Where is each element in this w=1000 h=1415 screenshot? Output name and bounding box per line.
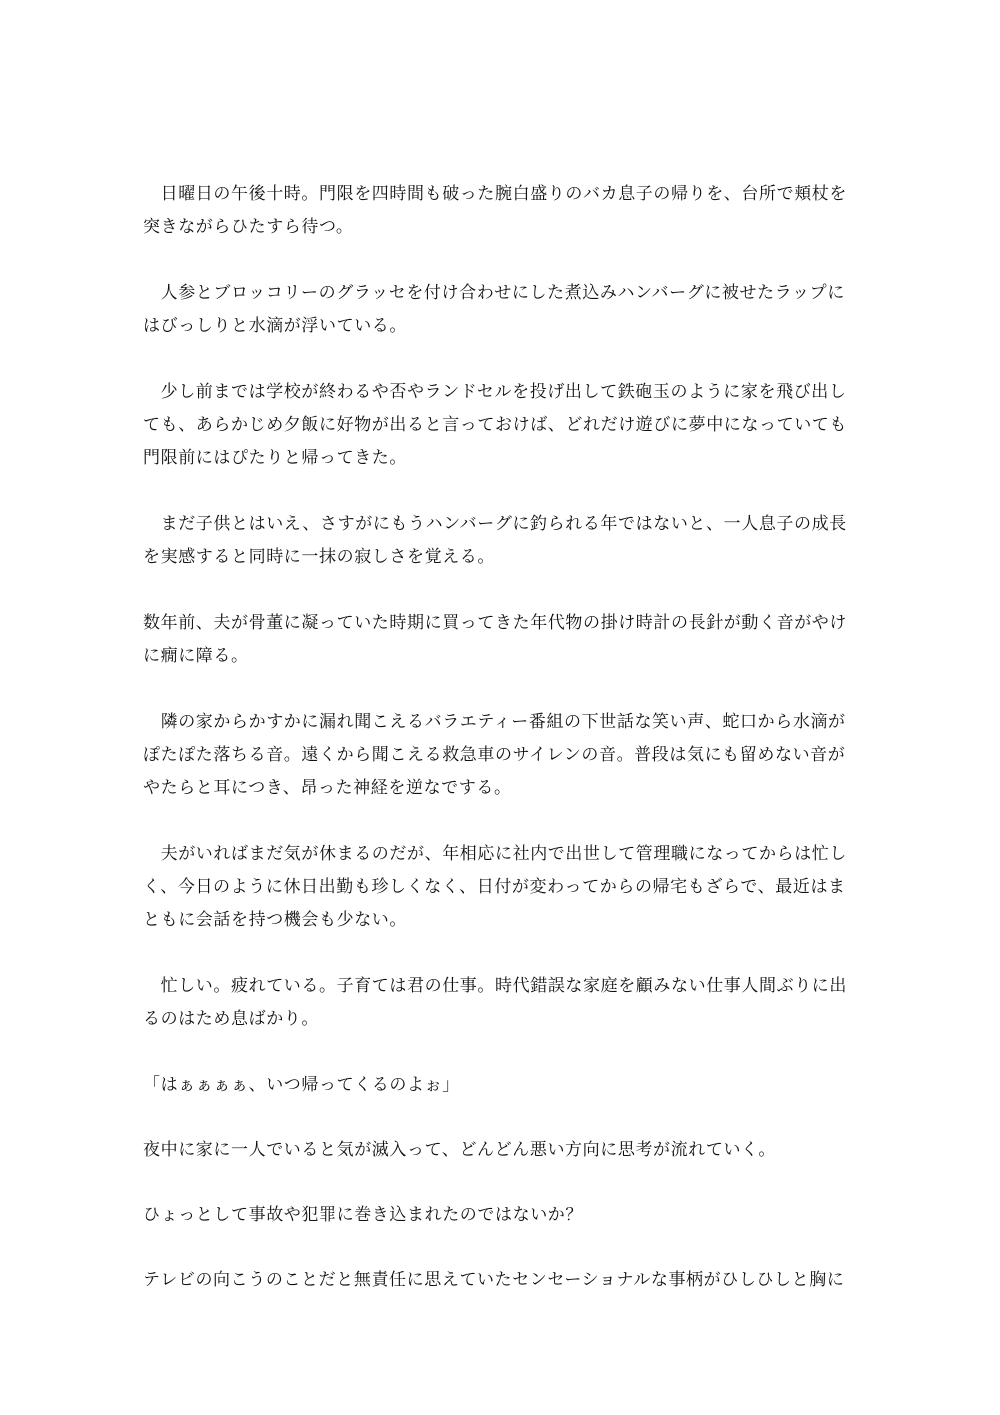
paragraph-3: 少し前までは学校が終わるや否やランドセルを投げ出して鉄砲玉のように家を飛び出しても、あらかじめ夕飯に好物が出ると言っておけば、どれだけ遊びに夢中になっていても門限前にはぴたりと帰ってきた。 [143, 382, 847, 468]
paragraph-7: 夫がいればまだ気が休まるのだが、年相応に社内で出世して管理職になってからは忙しく、今日のように休日出勤も珍しくなく、日付が変わってからの帰宅もざらで、最近はまともに会話を持つ機会も少ない。 [143, 844, 847, 930]
paragraph-6: 隣の家からかすかに漏れ聞こえるバラエティー番組の下世話な笑い声、蛇口から水滴がぽたぽた落ちる音。遠くから聞こえる救急車のサイレンの音。普段は気にも留めない音がやたらと耳につき、昂った神経を逆なでする。 [143, 712, 846, 798]
paragraph-8: 忙しい。疲れている。子育ては君の仕事。時代錯誤な家庭を顧みない仕事人間ぶりに出るのはため息ばかり。 [143, 976, 847, 1029]
paragraph-5: 数年前、夫が骨董に凝っていた時期に買ってきた年代物の掛け時計の長針が動く音がやけに癇に障る。 [143, 613, 847, 666]
paragraph-2: 人参とブロッコリーのグラッセを付け合わせにした煮込みハンバーグに被せたラップにはびっしりと水滴が浮いている。 [143, 283, 845, 336]
paragraph-4: まだ子供とはいえ、さすがにもうハンバーグに釣られる年ではないと、一人息子の成長を実感すると同時に一抹の寂しさを覚える。 [143, 514, 847, 567]
paragraph-1: 日曜日の午後十時。門限を四時間も破った腕白盛りのバカ息子の帰りを、台所で頬杖を突きながらひたすら待つ。 [143, 184, 847, 237]
body-text [143, 178, 859, 1329]
dialogue-line: 「はぁぁぁぁ、いつ帰ってくるのよぉ」 [143, 1075, 460, 1095]
paragraph-11: ひょっとして事故や犯罪に巻き込まれたのではないか？ [143, 1205, 583, 1225]
paragraph-10: 夜中に家に一人でいると気が滅入って、どんどん悪い方向に思考が流れていく。 [143, 1140, 776, 1160]
paragraph-12: テレビの向こうのことだと無責任に思えていたセンセーショナルな事柄がひしひしと胸に [143, 1270, 845, 1290]
